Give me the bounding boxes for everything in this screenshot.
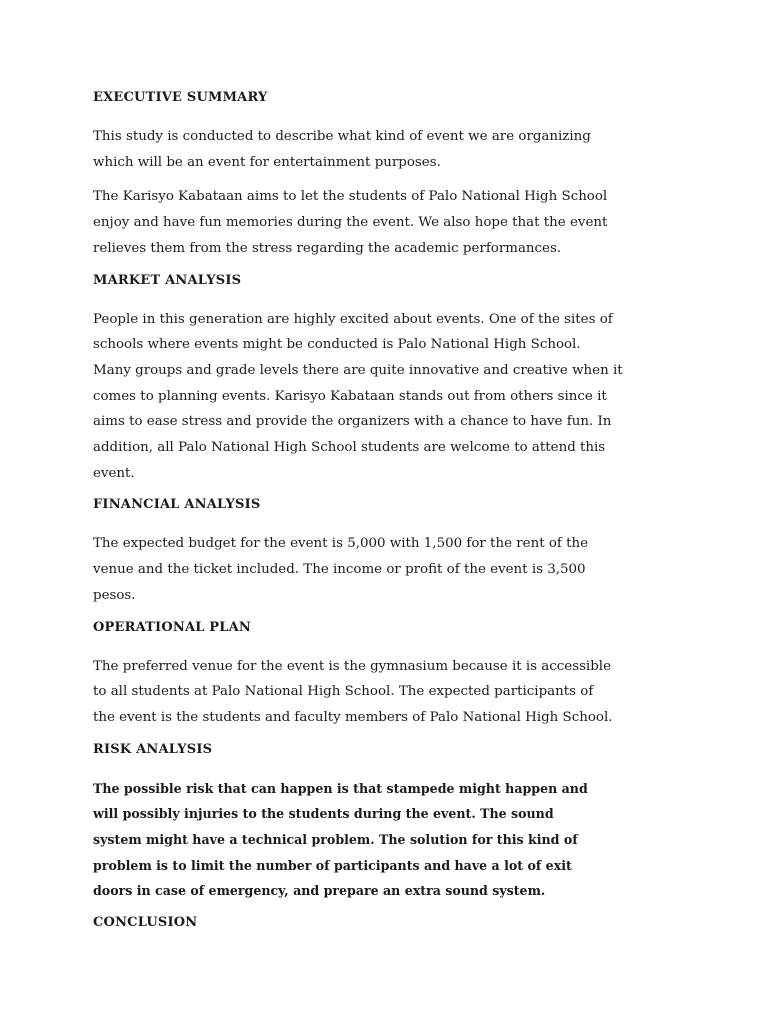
section-heading: MARKET ANALYSIS — [93, 272, 242, 288]
paragraph-line: People in this generation are highly excited about events. One of the sites of — [93, 311, 613, 327]
paragraph-line: enjoy and have fun memories during the event. We also hope that the event — [93, 215, 608, 231]
paragraph-line: problem is to limit the number of participants and have a lot of exit — [93, 857, 572, 873]
document-section — [93, 740, 683, 905]
paragraph-line: addition, all Palo National High School students are welcome to attend this — [93, 440, 606, 456]
section-heading: OPERATIONAL PLAN — [93, 619, 251, 635]
paragraph-line: the event is the students and faculty members of Palo National High School. — [93, 709, 613, 725]
document-page — [93, 88, 683, 949]
paragraph-line: which will be an event for entertainment purposes. — [93, 154, 441, 170]
body-paragraph — [93, 184, 683, 261]
body-paragraph — [93, 124, 683, 175]
paragraph-line: aims to ease stress and provide the organizers with a chance to have fun. In — [93, 414, 612, 430]
document-section — [93, 271, 683, 487]
paragraph-line: system might have a technical problem. The solution for this kind of — [93, 832, 578, 848]
paragraph-line: The Karisyo Kabataan aims to let the students of Palo National High School — [93, 189, 608, 205]
paragraph-line: The possible risk that can happen is that stampede might happen and — [93, 780, 588, 796]
paragraph-line: schools where events might be conducted is Palo National High School. — [93, 337, 581, 353]
paragraph-line: to all students at Palo National High School. The expected participants of — [93, 684, 594, 700]
body-paragraph — [93, 307, 683, 487]
paragraph-line: will possibly injuries to the students during the event. The sound — [93, 806, 554, 822]
body-paragraph — [93, 531, 683, 608]
paragraph-line: comes to planning events. Karisyo Kabataan stands out from others since it — [93, 388, 607, 404]
section-heading: EXECUTIVE SUMMARY — [93, 90, 268, 105]
paragraph-line: doors in case of emergency, and prepare an extra sound system. — [93, 883, 546, 899]
document-section — [93, 88, 683, 262]
paragraph-line: Many groups and grade levels there are quite innovative and creative when it — [93, 362, 623, 378]
body-paragraph — [93, 776, 683, 905]
paragraph-line: event. — [93, 465, 135, 481]
body-paragraph — [93, 654, 683, 731]
section-heading: FINANCIAL ANALYSIS — [93, 497, 261, 513]
section-heading: RISK ANALYSIS — [93, 741, 213, 757]
paragraph-line: The expected budget for the event is 5,000 with 1,500 for the rent of the — [93, 536, 589, 552]
document-section — [93, 618, 683, 731]
paragraph-line: relieves them from the stress regarding the academic performances. — [93, 240, 562, 256]
paragraph-line: pesos. — [93, 587, 136, 603]
paragraph-line: The preferred venue for the event is the gymnasium because it is accessible — [93, 658, 611, 674]
section-heading: CONCLUSION — [93, 915, 198, 931]
paragraph-line: venue and the ticket included. The income or profit of the event is 3,500 — [93, 562, 586, 578]
document-section — [93, 495, 683, 608]
paragraph-line: This study is conducted to describe what kind of event we are organizing — [93, 129, 591, 144]
document-section — [93, 913, 683, 933]
